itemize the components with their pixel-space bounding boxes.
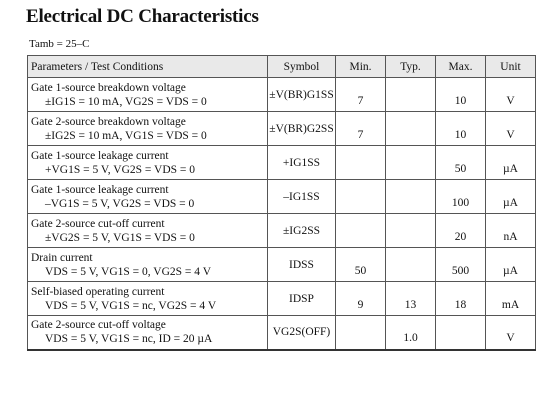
max-cell: 20	[436, 214, 486, 248]
symbol-cell: ±V(BR)G1SS	[268, 78, 336, 112]
unit-cell: mA	[486, 282, 536, 316]
table-row	[28, 112, 536, 146]
parameter-name: Gate 1-source leakage current	[31, 183, 169, 196]
ambient-condition: Tamb = 25–C	[29, 38, 90, 50]
parameter-name: Gate 2-source cut-off current	[31, 217, 165, 230]
table-row	[28, 316, 536, 350]
table-row	[28, 146, 536, 180]
header-symbol: Symbol	[268, 56, 336, 78]
parameter-cell	[28, 146, 268, 180]
typ-cell	[386, 248, 436, 282]
parameter-name: Gate 2-source cut-off voltage	[31, 319, 166, 332]
unit-cell: nA	[486, 214, 536, 248]
table-row	[28, 282, 536, 316]
parameter-name: Gate 2-source breakdown voltage	[31, 115, 186, 128]
parameter-cell	[28, 112, 268, 146]
symbol-cell: IDSS	[268, 248, 336, 282]
symbol-cell: IDSP	[268, 282, 336, 316]
min-cell: 7	[336, 112, 386, 146]
header-min: Min.	[336, 56, 386, 78]
min-cell	[336, 316, 386, 350]
test-condition: VDS = 5 V, VG1S = nc, ID = 20 µA	[45, 333, 213, 346]
parameter-name: Gate 1-source leakage current	[31, 149, 169, 162]
unit-cell: V	[486, 112, 536, 146]
table-row	[28, 180, 536, 214]
typ-cell	[386, 214, 436, 248]
min-cell: 7	[336, 78, 386, 112]
symbol-cell: ±IG2SS	[268, 214, 336, 248]
unit-cell: V	[486, 316, 536, 350]
min-cell: 9	[336, 282, 386, 316]
parameter-cell	[28, 78, 268, 112]
parameter-cell	[28, 248, 268, 282]
unit-cell: µA	[486, 146, 536, 180]
symbol-cell: ±V(BR)G2SS	[268, 112, 336, 146]
min-cell	[336, 214, 386, 248]
max-cell: 50	[436, 146, 486, 180]
max-cell: 500	[436, 248, 486, 282]
section-title: Electrical DC Characteristics	[26, 6, 259, 27]
test-condition: –VG1S = 5 V, VG2S = VDS = 0	[45, 197, 195, 210]
symbol-cell: VG2S(OFF)	[268, 316, 336, 350]
parameter-name: Self-biased operating current	[31, 285, 165, 298]
test-condition: VDS = 5 V, VG1S = 0, VG2S = 4 V	[45, 265, 212, 278]
table-row	[28, 248, 536, 282]
header-unit: Unit	[486, 56, 536, 78]
parameter-name: Drain current	[31, 251, 93, 264]
header-max: Max.	[436, 56, 486, 78]
test-condition: +VG1S = 5 V, VG2S = VDS = 0	[45, 163, 196, 176]
max-cell: 100	[436, 180, 486, 214]
max-cell: 10	[436, 78, 486, 112]
typ-cell	[386, 146, 436, 180]
parameter-cell	[28, 282, 268, 316]
table-header-row	[28, 56, 536, 78]
test-condition: ±IG1S = 10 mA, VG2S = VDS = 0	[45, 95, 207, 108]
typ-cell: 1.0	[386, 316, 436, 350]
test-condition: VDS = 5 V, VG1S = nc, VG2S = 4 V	[45, 299, 217, 312]
test-condition: ±VG2S = 5 V, VG1S = VDS = 0	[45, 231, 195, 244]
parameter-cell	[28, 180, 268, 214]
parameter-name: Gate 1-source breakdown voltage	[31, 81, 186, 94]
max-cell	[436, 316, 486, 350]
table-row	[28, 78, 536, 112]
max-cell: 10	[436, 112, 486, 146]
typ-cell	[386, 78, 436, 112]
parameter-cell	[28, 214, 268, 248]
typ-cell: 13	[386, 282, 436, 316]
unit-cell: µA	[486, 180, 536, 214]
min-cell	[336, 146, 386, 180]
header-parameters: Parameters / Test Conditions	[28, 56, 268, 78]
min-cell	[336, 180, 386, 214]
max-cell: 18	[436, 282, 486, 316]
min-cell: 50	[336, 248, 386, 282]
table-row	[28, 214, 536, 248]
typ-cell	[386, 112, 436, 146]
symbol-cell: –IG1SS	[268, 180, 336, 214]
symbol-cell: +IG1SS	[268, 146, 336, 180]
parameter-cell	[28, 316, 268, 350]
dc-characteristics-table	[27, 55, 536, 351]
header-typ: Typ.	[386, 56, 436, 78]
test-condition: ±IG2S = 10 mA, VG1S = VDS = 0	[45, 129, 207, 142]
typ-cell	[386, 180, 436, 214]
unit-cell: V	[486, 78, 536, 112]
unit-cell: µA	[486, 248, 536, 282]
